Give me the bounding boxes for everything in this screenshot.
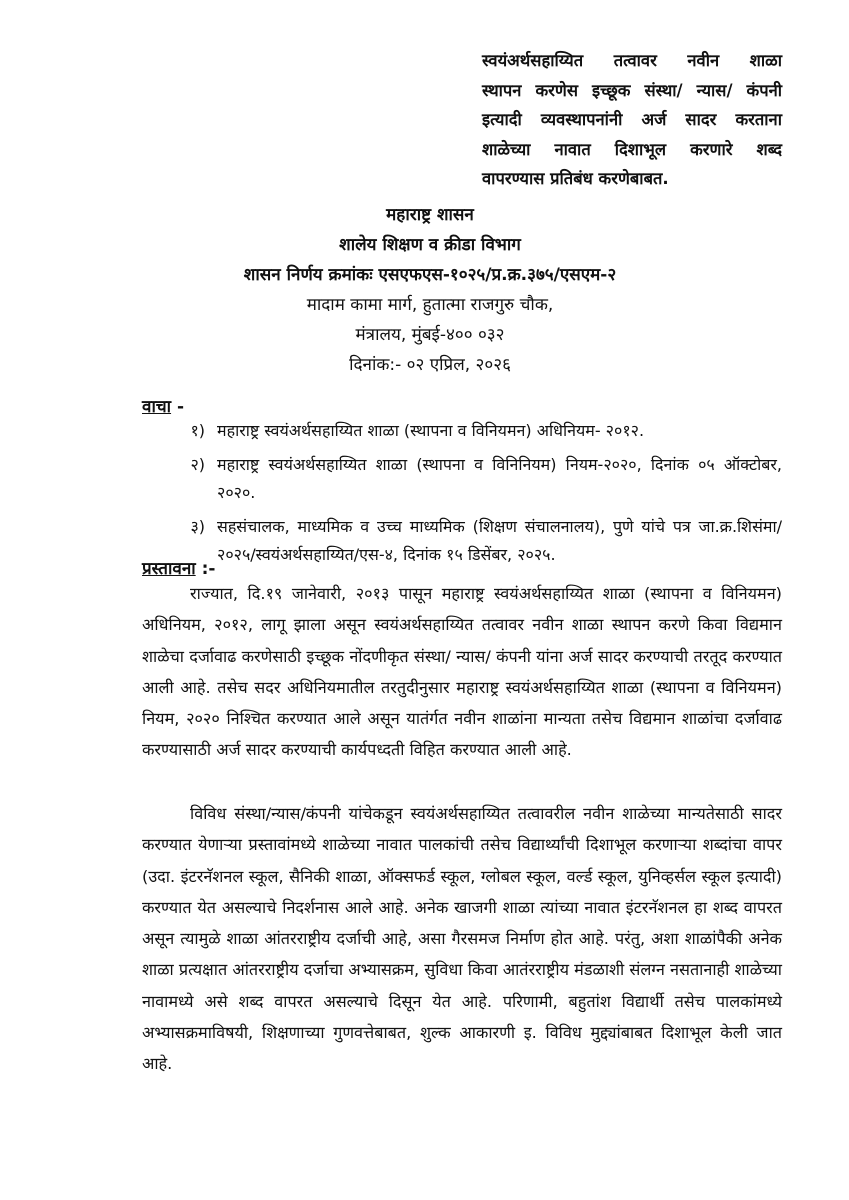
- reference-text: महाराष्ट्र स्वयंअर्थसहाय्यित शाळा (स्थापना व विनिनियम) नियम-२०२०, दिनांक ०५ ऑक्टोबर, २०२०.: [217, 455, 782, 502]
- subject-line: वापरण्यास प्रतिबंध करणेबाबत.: [482, 169, 669, 188]
- reference-number: २): [190, 455, 205, 474]
- preamble-paragraph: [142, 578, 782, 766]
- reference-item: [142, 417, 782, 445]
- department-name: शालेय शिक्षण व क्रीडा विभाग: [339, 235, 521, 255]
- references-heading-text: वाचा: [142, 397, 172, 417]
- reference-item: [142, 451, 782, 507]
- reference-item: [142, 513, 782, 569]
- preamble-paragraph-text: विविध संस्था/न्यास/कंपनी यांचेकडून स्वयंअर्थसहाय्यित तत्वावरील नवीन शाळेच्या मान्यतेसाठी सादर करण्यात येणाऱ्या प्रस्तावांमध्ये शाळेच्या नावात पालकांची तसेच विद्यार्थ्यांची दिशाभूल करणाऱ्या शब्दांचा वापर (उदा. इंटरनॅशनल स्कूल, सैनिकी शाळा, ऑक्सफर्ड स्कूल, ग्लोबल स्कूल, वर्ल्ड स्कूल, युनिव्हर्सल स्कूल इत्यादी) करण्यात येत असल्याचे निदर्शनास आले आहे. अनेक खाजगी शाळा त्यांच्या नावात इंटरनॅशनल हा शब्द वापरत असून त्यामुळे शाळा आंतरराष्ट्रीय दर्जाची आहे, असा गैरसमज निर्माण होत आहे. परंतु, अशा शाळांपैकी अनेक शाळा प्रत्यक्षात आंतरराष्ट्रीय दर्जाचा अभ्यासक्रम, सुविधा किवा आतंरराष्ट्रीय मंडळाशी संलग्न नसतानाही शाळेच्या नावामध्ये असे शब्द वापरत असल्याचे दिसून येत आहे. परिणामी, बहुतांश विद्यार्थी तसेच पालकांमध्ये अभ्यासक्रमाविषयी, शिक्षणाच्या गुणवत्तेबाबत, शुल्क आकारणी इ. विविध मुद्द्यांबाबत दिशाभूल केली जात आहे.: [142, 804, 782, 1074]
- subject-line: स्वयंअर्थसहाय्यित तत्वावर नवीन शाळा: [482, 51, 782, 70]
- gr-number: शासन निर्णय क्रमांकः एसएफएस-१०२५/प्र.क्र.३७५/एसएम-२: [243, 265, 617, 285]
- references-heading-suffix: -: [171, 397, 185, 417]
- reference-number: १): [190, 421, 205, 440]
- subject-line: स्थापन करणेस इच्छूक संस्था/ न्यास/ कंपनी: [482, 80, 782, 100]
- preamble-heading-suffix: :-: [195, 559, 216, 579]
- preamble-paragraph: [142, 798, 782, 1080]
- address-line-2: मंत्रालय, मुंबई-४०० ०३२: [355, 325, 505, 345]
- subject-line: इत्यादी व्यवस्थापनांनी अर्ज सादर करताना: [482, 110, 782, 129]
- preamble-heading-text: प्रस्तावना: [142, 559, 196, 579]
- reference-number: ३): [190, 517, 205, 536]
- preamble-paragraph-text: राज्यात, दि.१९ जानेवारी, २०१३ पासून महाराष्ट्र स्वयंअर्थसहाय्यित शाळा (स्थापना व विनियमन) अधिनियम, २०१२, लागू झाला असून स्वयंअर्थसहाय्यित तत्वावर नवीन शाळा स्थापन करणे किवा विद्यमान शाळेचा दर्जावाढ करणेसाठी इच्छूक नोंदणीकृत संस्था/ न्यास/ कंपनी यांना अर्ज सादर करण्याची तरतूद करण्यात आली आहे. तसेच सदर अधिनियमातील तरतुदीनुसार महाराष्ट्र स्वयंअर्थसहाय्यित शाळा (स्थापना व विनियमन) नियम, २०२० निश्चित करण्यात आले असून यातंर्गत नवीन शाळांना मान्यता तसेच विद्यमान शाळांचा दर्जावाढ करण्यासाठी अर्ज सादर करण्याची कार्यपध्दती विहित करण्यात आली आहे.: [142, 584, 782, 760]
- document-date: दिनांक:- ०२ एप्रिल, २०२६: [349, 355, 511, 375]
- reference-text: सहसंचालक, माध्यमिक व उच्च माध्यमिक (शिक्षण संचालनालय), पुणे यांचे पत्र जा.क्र.शिसंमा/२०२५/स्वयंअर्थसहाय्यित/एस-४, दिनांक १५ डिसेंबर, २०२५.: [217, 517, 782, 564]
- subject-block: [482, 46, 782, 194]
- government-name: महाराष्ट्र शासन: [386, 205, 474, 225]
- references-list: [142, 417, 782, 575]
- subject-line: शाळेच्या नावात दिशाभूल करणारे शब्द: [482, 139, 782, 159]
- reference-text: महाराष्ट्र स्वयंअर्थसहाय्यित शाळा (स्थापना व विनियमन) अधिनियम- २०१२.: [217, 421, 645, 440]
- address-line-1: मादाम कामा मार्ग, हुतात्मा राजगुरु चौक,: [306, 295, 554, 315]
